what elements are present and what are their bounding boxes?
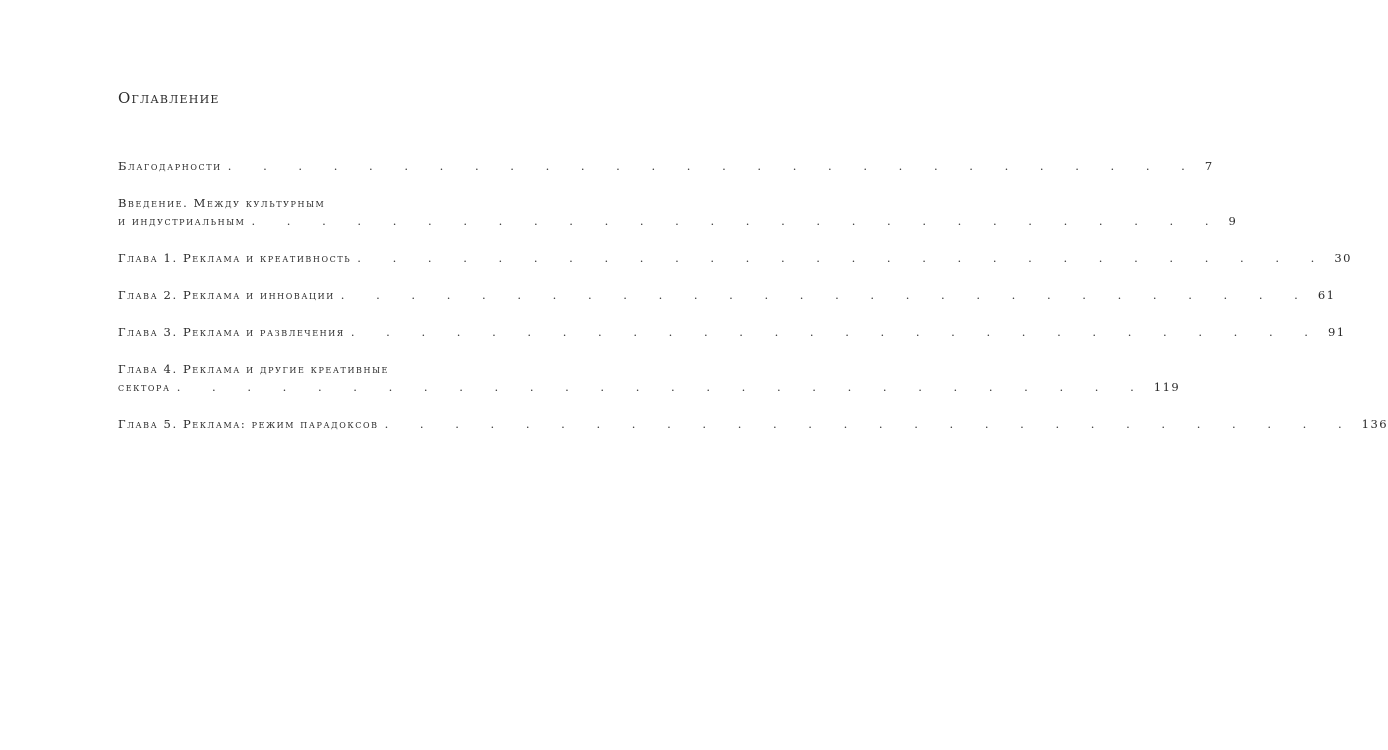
toc-entry-acknowledgements[interactable]: [118, 157, 1214, 175]
dot-leader: . . . . . . . . . . . . . . . . . . . . . . . . . . . .: [384, 417, 1356, 431]
toc-entry-chapter-3[interactable]: [118, 323, 1346, 341]
dot-leader: . . . . . . . . . . . . . . . . . . . . . . . . . . . .: [251, 214, 1223, 228]
toc-entry-introduction[interactable]: [118, 194, 1238, 230]
toc-entry-chapter-4[interactable]: [118, 360, 1181, 396]
toc-page-number: 7: [1204, 159, 1214, 173]
toc-page-number: 119: [1153, 380, 1181, 394]
toc-entry-title-line-1: Введение. Между культурным: [118, 196, 326, 210]
page-title: Оглавление: [118, 89, 220, 107]
toc-page-number: 91: [1327, 325, 1346, 339]
dot-leader: . . . . . . . . . . . . . . . . . . . . . . . . . . . .: [227, 159, 1199, 173]
toc-entry-chapter-5[interactable]: [118, 415, 1388, 433]
toc-entry-title-line-2: и индустриальным: [118, 214, 246, 228]
toc-entry-chapter-2[interactable]: [118, 286, 1336, 304]
toc-page-number: 61: [1317, 288, 1336, 302]
toc-entry-title-line-1: Глава 4. Реклама и другие креативные: [118, 362, 389, 376]
dot-leader: . . . . . . . . . . . . . . . . . . . . . . . . . . . .: [357, 251, 1329, 265]
toc-entry-title: Глава 5. Реклама: режим парадоксов: [118, 417, 379, 431]
toc-entry-chapter-1[interactable]: [118, 249, 1352, 267]
toc-entry-title: Глава 1. Реклама и креативность: [118, 251, 352, 265]
dot-leader: . . . . . . . . . . . . . . . . . . . . . . . . . . . .: [350, 325, 1322, 339]
toc-page-number: 9: [1228, 214, 1238, 228]
toc-page-number: 136: [1361, 417, 1388, 431]
toc-page-number: 30: [1334, 251, 1352, 265]
toc-entry-title: Глава 2. Реклама и инновации: [118, 288, 335, 302]
toc-entry-title-line-2: сектора: [118, 380, 171, 394]
table-of-contents: [118, 157, 1388, 452]
dot-leader: . . . . . . . . . . . . . . . . . . . . . . . . . . . .: [340, 288, 1312, 302]
dot-leader: . . . . . . . . . . . . . . . . . . . . . . . . . . . .: [176, 380, 1148, 394]
toc-entry-title: Благодарности: [118, 159, 222, 173]
toc-entry-title: Глава 3. Реклама и развлечения: [118, 325, 345, 339]
